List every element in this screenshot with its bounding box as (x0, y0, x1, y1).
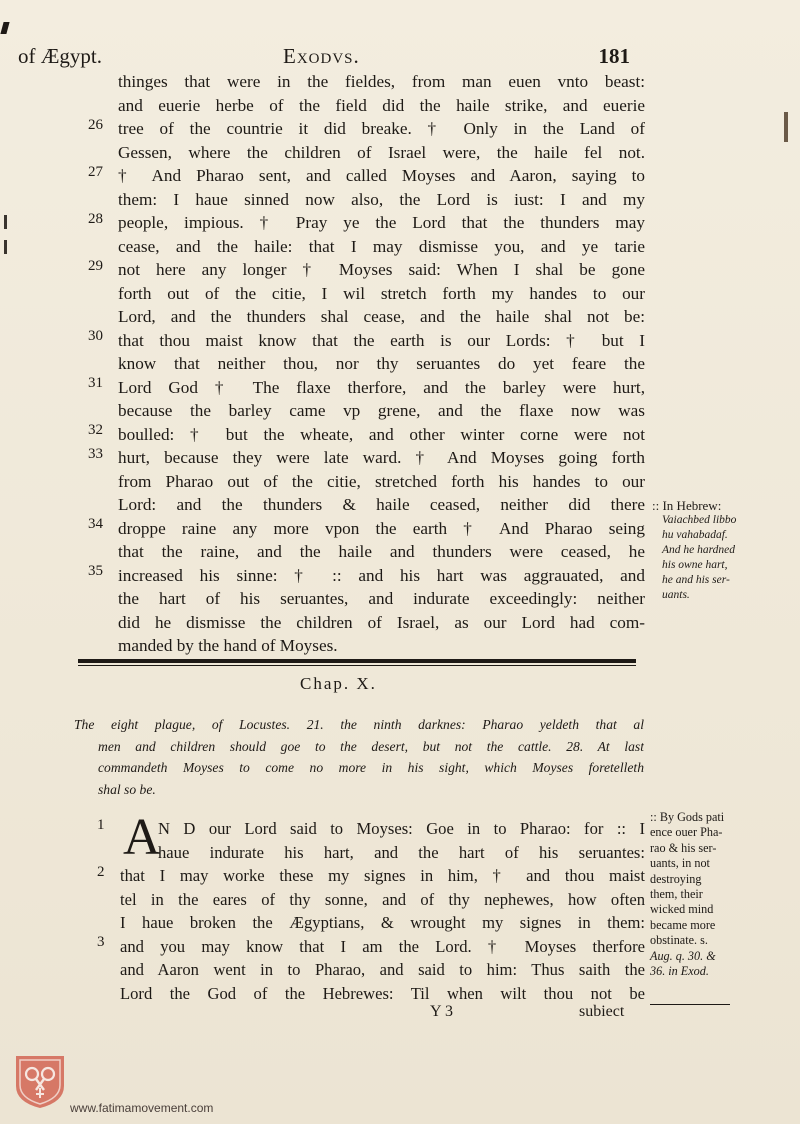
section-rule-thin (78, 665, 636, 666)
body-line: boulled: † but the wheate, and other winter corne were not (118, 424, 645, 444)
verse-number: 27 (88, 164, 103, 180)
body-line: hurt, because they were late ward. † And Moyses going forth (118, 448, 645, 467)
body-line: cease, and the haile: that I may dismisse you, and ye tarie (118, 236, 645, 256)
body-line: that the raine, and the haile and thunders were ceased, he (118, 542, 645, 561)
chapter-text (120, 817, 645, 1005)
verse-number: 33 (88, 446, 103, 462)
body-line: thinges that were in the fieldes, from man euen vnto beast: (118, 72, 645, 91)
verse-number: 30 (88, 328, 103, 344)
margin-note-line: his owne hart, (662, 559, 728, 571)
body-line: from Pharao out of the citie, stretched forth his handes to our (118, 471, 645, 491)
body-line: manded by the hand of Moyses. (118, 636, 338, 655)
verse-number: 26 (88, 117, 103, 133)
margin-note-line: became more (650, 917, 716, 932)
margin-note-line: ence ouer Pha- (650, 825, 723, 840)
left-edge-mark-2 (4, 240, 7, 254)
drop-cap: A (123, 809, 161, 866)
chapter-heading: Chap. X. (300, 674, 377, 693)
margin-note-line: uants. (662, 589, 690, 601)
argument-line: men and children should goe to the desert, but not the cattle. 28. At last (98, 738, 644, 754)
body-line: increased his sinne: † :: and his hart was aggrauated, and (118, 565, 645, 585)
argument-line: shal so be. (98, 781, 156, 797)
margin-note-line: Aug. q. 30. & (650, 948, 716, 963)
verse-number: 29 (88, 258, 103, 274)
body-line: them: I haue sinned now also, the Lord is iust: I and my (118, 189, 645, 209)
body-line: Lord, and the thunders shal cease, and the haile shal not be: (118, 307, 645, 326)
margin-note-line: :: By Gods pati (650, 810, 725, 824)
body-line: that thou maist know that the earth is our Lords: † but I (118, 330, 645, 350)
margin-note-line: rao & his ser- (650, 840, 717, 855)
body-line: the hart of his seruantes, and indurate exceedingly: neither (118, 589, 645, 608)
chapter-line: tel in the eares of thy sonne, and of thy nephewes, how often (120, 889, 645, 909)
chapter-line: N D our Lord said to Moyses: Goe in to Pharao: for :: I (158, 819, 645, 838)
left-edge-mark-1 (4, 215, 7, 229)
chapter-line: and Aaron went in to Pharao, and said to him: Thus saith the (120, 960, 645, 979)
body-line: droppe raine any more vpon the earth † And Pharao seing (118, 518, 645, 538)
margin-note-line: uants, in not (650, 856, 710, 871)
watermark-url[interactable]: www.fatimamovement.com (70, 1101, 214, 1115)
verse-number: 1 (97, 817, 105, 833)
body-line: Lord God † The flaxe therfore, and the barley were hurt, (118, 377, 645, 397)
margin-note-line: obstinate. s. (650, 933, 708, 948)
page-number: 181 (598, 44, 630, 68)
body-line: Gessen, where the children of Israel were, the haile fel not. (118, 142, 645, 162)
argument-line: commandeth Moyses to come no more in his sight, which Moyses foretelleth (98, 760, 644, 775)
margin-note-line: he and his ser- (662, 574, 730, 586)
body-line: did he dismisse the children of Israel, as our Lord had com- (118, 612, 645, 632)
verse-number: 28 (88, 211, 103, 227)
body-line: tree of the countrie it did breake. † Only in the Land of (118, 119, 645, 138)
margin-note-line: them, their (650, 887, 703, 902)
margin-note-line: wicked mind (650, 902, 714, 917)
margin-note-line: And he hardned (662, 544, 736, 556)
body-line: Lord: and the thunders & haile ceased, neither did there (118, 495, 645, 514)
verse-number: 32 (88, 422, 103, 438)
chapter-line: haue indurate his hart, and the hart of his seruantes: (158, 842, 645, 862)
margin-note-underline (650, 1004, 730, 1005)
signature-mark: Y 3 (430, 1003, 453, 1020)
chapter-line: I haue broken the Ægyptians, & wrought my signes in them: (120, 913, 645, 932)
chapter-argument (74, 714, 644, 800)
running-head-title: Exodvs. (283, 44, 360, 68)
catchword: subiect (579, 1003, 625, 1020)
section-rule-thick (78, 659, 636, 663)
chapter-line: Lord the God of the Hebrewes: Til when wilt thou not be (120, 983, 645, 1003)
margin-note-hebrew (652, 498, 792, 603)
verse-number: 3 (97, 934, 105, 950)
verse-number: 31 (88, 375, 103, 391)
body-line: not here any longer † Moyses said: When I shal be gone (118, 260, 645, 279)
verse-number: 35 (88, 563, 103, 579)
chapter-line: that I may worke these my signes in him, † and thou maist (120, 866, 645, 885)
argument-line: The eight plague, of Locustes. 21. the ninth darknes: Pharao yeldeth that al (74, 717, 644, 732)
margin-note-line: :: In Hebrew: (652, 498, 722, 513)
right-edge-mark (784, 112, 788, 142)
body-line: and euerie herbe of the field did the haile strike, and euerie (118, 95, 645, 115)
margin-note-line: Vaiachbed libbo (662, 514, 737, 526)
chapter-line: and you may know that I am the Lord. † Moyses therfore (120, 936, 645, 956)
verse-number: 2 (97, 864, 105, 880)
fatima-movement-logo-icon (12, 1052, 68, 1110)
body-line: forth out of the citie, I wil stretch forth my handes to our (118, 283, 645, 303)
body-line: because the barley came vp grene, and the flaxe now was (118, 401, 645, 420)
margin-note-line: hu vahabadaf. (662, 529, 728, 541)
body-line: † And Pharao sent, and called Moyses and Aaron, saying to (118, 166, 645, 185)
verse-number: 34 (88, 516, 103, 532)
body-line: people, impious. † Pray ye the Lord that the thunders may (118, 213, 645, 232)
margin-note-line: 36. in Exod. (650, 964, 709, 979)
body-text (118, 70, 645, 658)
margin-note-line: destroying (650, 871, 702, 886)
body-line: know that neither thou, nor thy seruantes do yet feare the (118, 354, 645, 373)
running-head-left: of Ægypt. (18, 44, 102, 68)
margin-note-gods-patience (650, 810, 760, 979)
corner-printer-mark (0, 22, 9, 34)
